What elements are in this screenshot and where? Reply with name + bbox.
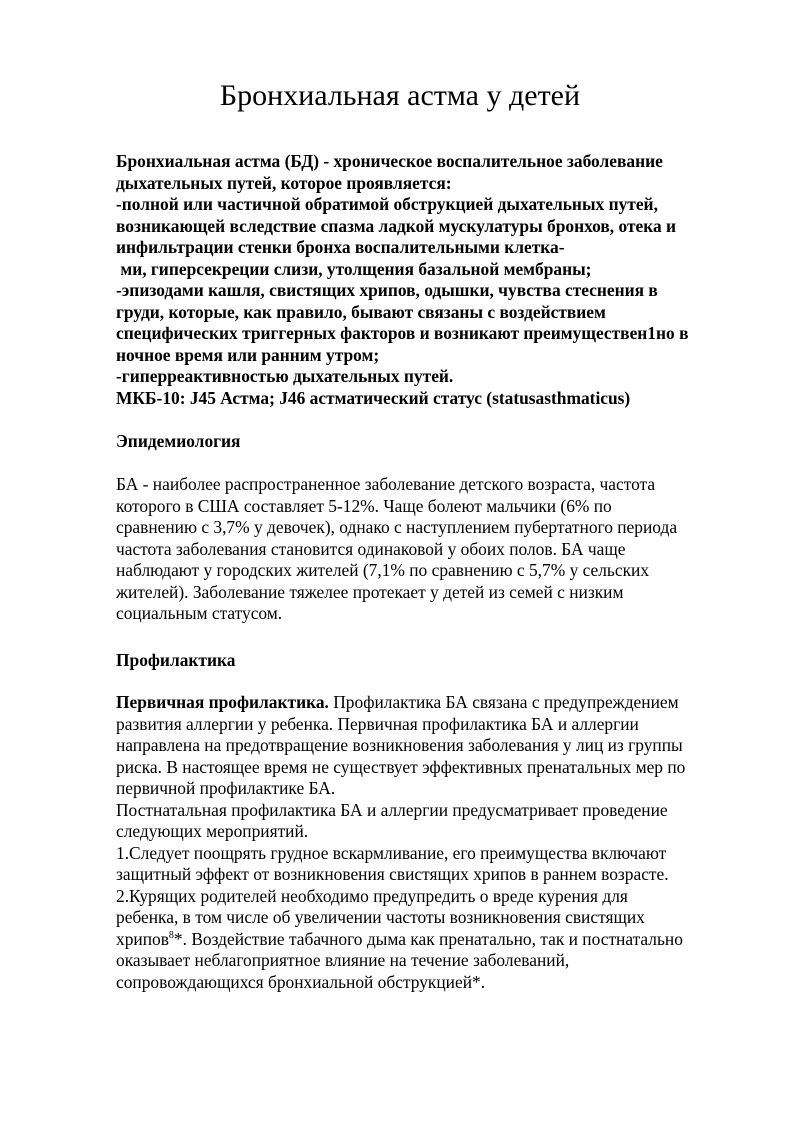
prophylaxis-line: сопровождающихся бронхиальной обструкцией*. [116,971,486,992]
prophylaxis-line: направлена на предотвращение возникновения заболевания у лиц из группы [116,735,683,755]
prophylaxis-heading: Профилактика [116,650,236,670]
intro-line: Бронхиальная астма (БД) - хроническое воспалительное заболевание [116,151,663,171]
icd-code-line: МКБ-10: J45 Астма; J46 астматический статус (statusasthmaticus) [116,387,631,408]
section-heading-epidemiology [116,431,756,453]
epidemiology-paragraph [116,474,756,625]
intro-line: инфильтрации стенки бронха воспалительными клетка- [116,237,565,257]
intro-line: груди, которые, как правило, бывают связаны с воздействием [116,301,606,322]
prophylaxis-line: следующих мероприятий. [116,821,309,841]
prophylaxis-line: оказывает неблагоприятное влияние на течение заболеваний, [116,950,570,970]
epidemiology-line: частота заболевания становится одинаковой у обоих полов. БА чаще [116,538,626,559]
intro-line: ночное время или ранним утром; [116,344,380,365]
prophylaxis-line: первичной профилактике БА. [116,778,336,798]
epidemiology-line: БА - наиболее распространенное заболевание детского возраста, частота [116,474,656,494]
prophylaxis-footnote-line [116,929,756,951]
epidemiology-line: социальным статусом. [116,603,283,623]
epidemiology-heading: Эпидемиология [116,431,241,451]
footnote-reference: 8 [168,929,174,941]
intro-paragraph [116,151,756,409]
epidemiology-line: наблюдают у городских жителей (7,1% по сравнению с 5,7% у сельских [116,560,650,580]
prophylaxis-line: ребенка, в том числе об увеличении частоты возникновения свистящих [116,907,645,927]
prophylaxis-line: 1.Следует поощрять грудное вскармливание, его преимущества включают [116,842,667,863]
intro-line: ми, гиперсекреции слизи, утолщения базальной мембраны; [116,258,592,279]
prophylaxis-first-line-text: Профилактика БА связана с предупреждением [328,692,679,712]
epidemiology-line: сравнению с 3,7% у девочек), однако с наступлением пубертатного периода [116,517,678,537]
prophylaxis-line: Постнатальная профилактика БА и аллергии предусматривает проведение [116,799,668,820]
prophylaxis-line: риска. В настоящее время не существует эффективных пренатальных мер по [116,756,686,777]
prophylaxis-line: 2.Курящих родителей необходимо предупредить о вреде курения для [116,885,628,906]
epidemiology-line: жителей). Заболевание тяжелее протекает у детей из семей с низким [116,581,624,602]
prophylaxis-line: защитный эффект от возникновения свистящих хрипов в раннем возрасте. [116,864,669,884]
section-heading-prophylaxis [116,650,756,672]
intro-line: -полной или частичной обратимой обструкцией дыхательных путей, [116,194,658,214]
prophylaxis-first-line [116,692,756,714]
prophylaxis-paragraph [116,692,756,993]
footnote-line-end: *. Воздействие табачного дыма как пренатально, так и постнатально [173,928,683,949]
footnote-line-start: хрипов [116,928,169,949]
intro-line: -эпизодами кашля, свистящих хрипов, одышки, чувства стеснения в [116,280,658,300]
intro-line: -гиперреактивностью дыхательных путей. [116,366,454,386]
intro-line: возникающей вследствие спазма ладкой мускулатуры бронхов, отека и [116,215,677,236]
primary-prophylaxis-label: Первичная профилактика. [116,692,329,712]
intro-line: дыхательных путей, которое проявляется: [116,172,452,193]
epidemiology-line: которого в США составляет 5-12%. Чаще болеют мальчики (6% по [116,495,612,516]
intro-line: специфических триггерных факторов и возникают преимуществен1но в [116,323,689,343]
document-title: Бронхиальная астма у детей [219,79,581,112]
prophylaxis-line: развития аллергии у ребенка. Первичная профилактика БА и аллергии [116,713,639,734]
